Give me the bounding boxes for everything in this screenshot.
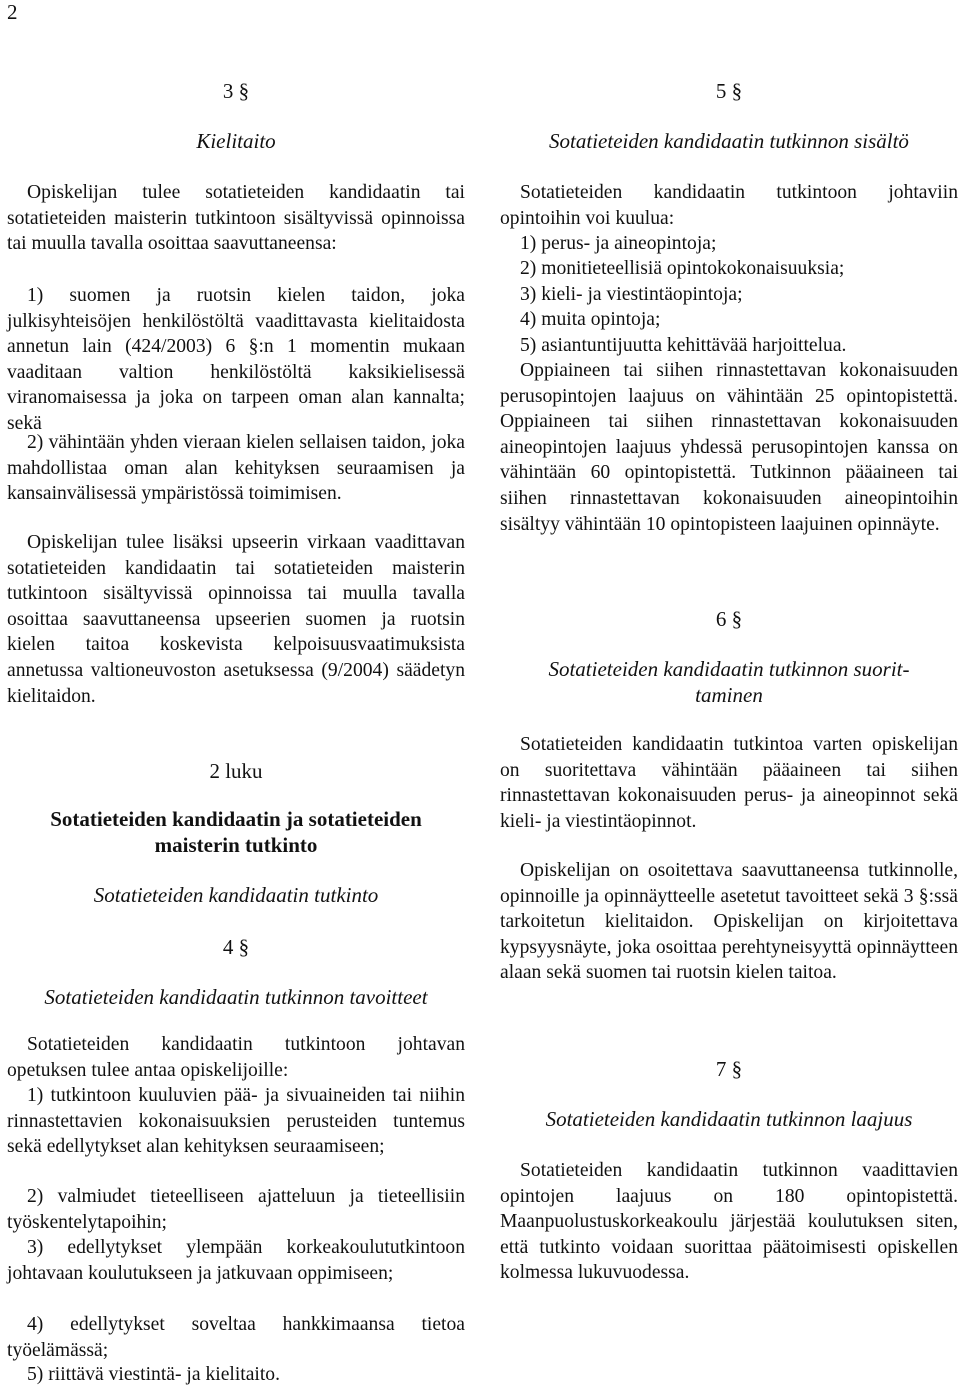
section-6-paragraph-2: Opiskelijan on osoitettava saavuttaneensa tutkinnolle, opinnoille ja opinnäytteelle asetetut tavoitteet sekä 3 §:ssä tarkoitetun kielitaidon. Opiskelijan on kirjoitettava kypsyysnäyte, joka osoittaa perehtyneisyyttä opinnäytteen alaan sekä suomen tai ruotsin kielen taitoa. (500, 860, 958, 984)
section-7-number: 7 § (715, 1057, 743, 1081)
section-5-title: Sotatieteiden kandidaatin tutkinnon sisältö (549, 129, 909, 153)
chapter-subtitle: Sotatieteiden kandidaatin tutkinto (93, 883, 379, 907)
section-4-item-5: 5) riittävä viestintä- ja kielitaito. (27, 1364, 281, 1385)
section-5-item-2: 2) monitieteellisiä opintokokonaisuuksia; (520, 258, 845, 279)
section-3-number: 3 § (222, 79, 250, 103)
section-5-item-4: 4) muita opintoja; (520, 309, 661, 330)
section-6-title-line-2: taminen (695, 683, 763, 707)
section-4-item-3: 3) edellytykset ylempään korkeakoulututkintoon johtavaan koulutukseen ja jatkuvaan oppimiseen; (7, 1237, 465, 1284)
section-5-paragraph: Oppiaineen tai siihen rinnastettavan kokonaisuuden perusopintojen laajuus on vähintään 25 opintopistettä. Oppiaineen tai siihen rinnastettavan kokonaisuuden aineopintojen laajuus yhdessä perusopintojen kanssa on vähintään 60 opintopistettä. Tutkinnon pääaineen tai siihen rinnastettavan kokonaisuuden aineopintoihin sisältyy vähintään 10 opintopisteen laajuinen opinnäyte. (500, 360, 958, 535)
section-3-title: Kielitaito (196, 129, 276, 153)
section-4-item-1: 1) tutkintoon kuuluvien pää- ja sivuaineiden tai niihin rinnastettavien kokonaisuuksien perusteiden tuntemus sekä edellytykset alan kehityksen seuraamiseen; (7, 1085, 465, 1158)
section-7-title: Sotatieteiden kandidaatin tutkinnon laajuus (545, 1107, 913, 1131)
section-6-number: 6 § (715, 607, 743, 631)
section-5-intro: Sotatieteiden kandidaatin tutkintoon johtaviin opintoihin voi kuulua: (500, 182, 958, 229)
section-3-item-2: 2) vähintään yhden vieraan kielen sellaisen taidon, joka mahdollistaa oman alan kehityksen seuraamisen ja kansainvälisessä ympäristössä toimimisen. (7, 432, 465, 505)
section-7-paragraph: Sotatieteiden kandidaatin tutkinnon vaadittavien opintojen laajuus on 180 opintopistettä. Maanpuolustuskorkeakoulu järjestää koulutuksen siten, että tutkinto voidaan suorittaa päätoimisesti opiskellen kolmessa lukuvuodessa. (500, 1160, 958, 1284)
section-4-number: 4 § (222, 935, 250, 959)
section-4-item-2: 2) valmiudet tieteelliseen ajatteluun ja tieteellisiin työskentelytapoihin; (7, 1186, 465, 1233)
section-5-item-1: 1) perus- ja aineopintoja; (520, 233, 717, 254)
section-3-paragraph-1: Opiskelijan tulee sotatieteiden kandidaatin tai sotatieteiden maisterin tutkintoon sisältyvissä opinnoissa tai muulla tavalla osoittaa saavuttaneensa: (7, 182, 465, 255)
section-3-item-1: 1) suomen ja ruotsin kielen taidon, joka julkisyhteisöjen henkilöstöltä vaadittavasta kielitaidosta annetun lain (424/2003) 6 §:n 1 momentin mukaan vaaditaan valtion henkilöstöltä kaksikielisessä viranomaisessa ja joka on tarpeen oman alan kannalta; sekä (7, 285, 465, 434)
chapter-title-line-1: Sotatieteiden kandidaatin ja sotatieteiden (50, 807, 422, 831)
page-number: 2 (7, 0, 18, 24)
section-3-paragraph-2: Opiskelijan tulee lisäksi upseerin virkaan vaadittavan sotatieteiden kandidaatin tai sotatieteiden maisterin tutkintoon sisältyvissä opinnoissa tai muulla tavalla osoittaa saavuttaneensa upseerien suomen ja ruotsin kielen taitoa koskevista kelpoisuusvaatimuksista annetussa valtioneuvoston asetuksessa (9/2004) säädetyn kielitaidon. (7, 532, 465, 707)
chapter-title-line-2: maisterin tutkinto (154, 833, 318, 857)
section-6-paragraph-1: Sotatieteiden kandidaatin tutkintoa varten opiskelijan on suoritettava vähintään pääaineen tai siihen rinnastettavan kokonaisuuden perus- ja aineopinnot sekä kieli- ja viestintäopinnot. (500, 734, 958, 832)
section-4-paragraph: Sotatieteiden kandidaatin tutkintoon johtavan opetuksen tulee antaa opiskelijoille: (7, 1034, 465, 1081)
section-4-title: Sotatieteiden kandidaatin tutkinnon tavoitteet (44, 985, 428, 1009)
chapter-number: 2 luku (209, 759, 263, 783)
section-4-item-4: 4) edellytykset soveltaa hankkimaansa tietoa työelämässä; (7, 1314, 465, 1361)
section-5-number: 5 § (715, 79, 743, 103)
section-5-item-5: 5) asiantuntijuutta kehittävää harjoittelua. (520, 335, 847, 356)
section-5-item-3: 3) kieli- ja viestintäopintoja; (520, 284, 743, 305)
section-6-title-line-1: Sotatieteiden kandidaatin tutkinnon suorit- (548, 657, 910, 681)
